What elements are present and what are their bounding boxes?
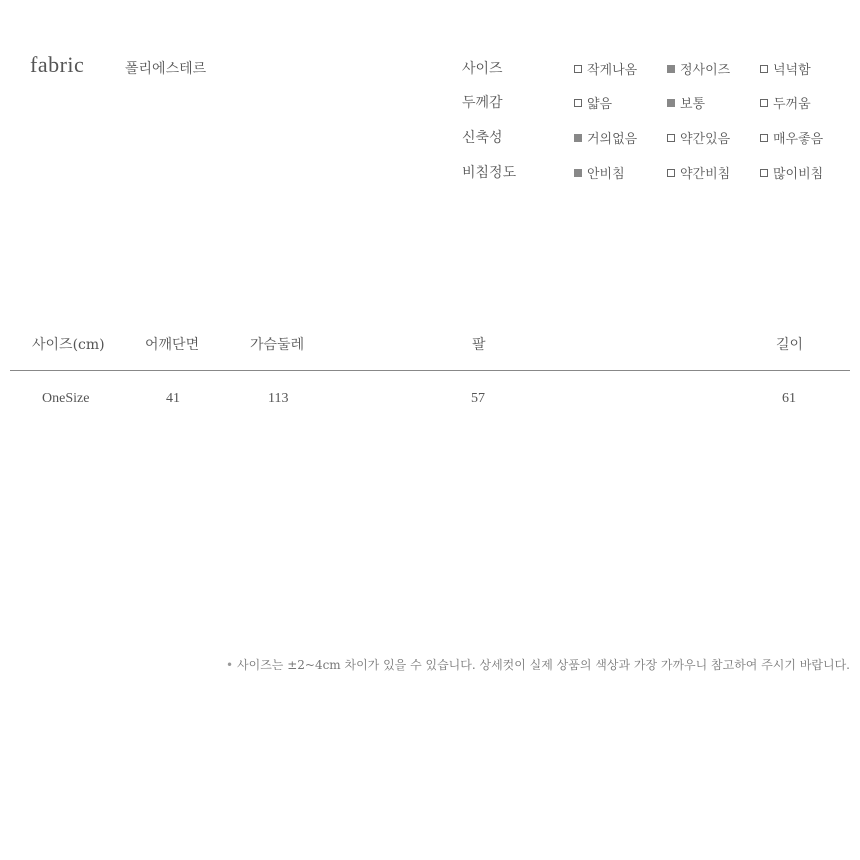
checkbox-icon [574, 134, 582, 142]
table-header-shoulder: 어깨단면 [145, 337, 200, 353]
checkbox-icon [760, 65, 768, 73]
option-label: 얇음 [587, 97, 613, 112]
option-item [667, 93, 705, 112]
option-item [760, 93, 811, 112]
checkbox-icon [760, 99, 768, 107]
fabric-label: fabric [30, 52, 85, 77]
table-header-length: 길이 [776, 337, 804, 353]
option-item [667, 128, 730, 147]
option-item [667, 59, 730, 78]
option-item [667, 163, 730, 182]
option-label: 거의없음 [587, 132, 638, 147]
table-cell-length: 61 [782, 391, 796, 406]
checkbox-icon [760, 169, 768, 177]
property-row-stretch [462, 127, 852, 151]
option-item [574, 93, 612, 112]
option-item [760, 128, 823, 147]
checkbox-icon [574, 99, 582, 107]
checkbox-icon [667, 65, 675, 73]
option-label: 두꺼움 [773, 97, 811, 112]
bullet-icon: • [225, 658, 234, 672]
option-item [574, 128, 637, 147]
option-label: 작게나옴 [587, 63, 638, 78]
checkbox-icon [574, 65, 582, 73]
option-label: 정사이즈 [680, 63, 731, 78]
checkbox-icon [760, 134, 768, 142]
table-cell-shoulder: 41 [166, 391, 180, 406]
option-label: 많이비침 [773, 167, 824, 182]
checkbox-icon [574, 169, 582, 177]
property-name: 두께감 [462, 95, 503, 111]
option-label: 안비침 [587, 167, 625, 182]
property-row-sheerness [462, 162, 852, 186]
option-label: 보통 [680, 97, 706, 112]
note-text: 사이즈는 ±2~4cm 차이가 있을 수 있습니다. 상세컷이 실제 상품의 색상과 가장 가까우니 참고하여 주시기 바랍니다. [237, 658, 850, 672]
option-item [760, 59, 811, 78]
option-label: 약간있음 [680, 132, 731, 147]
property-row-thickness [462, 92, 852, 116]
table-header-size: 사이즈(cm) [32, 337, 105, 353]
table-cell-chest: 113 [268, 391, 289, 406]
option-label: 약간비침 [680, 167, 731, 182]
property-name: 비침정도 [462, 165, 517, 181]
checkbox-icon [667, 99, 675, 107]
property-row-size [462, 58, 852, 82]
size-note [226, 656, 850, 673]
checkbox-icon [667, 134, 675, 142]
option-label: 매우좋음 [773, 132, 824, 147]
table-cell-sleeve: 57 [471, 391, 485, 406]
table-header-sleeve: 팔 [472, 337, 486, 353]
checkbox-icon [667, 169, 675, 177]
option-item [760, 163, 823, 182]
table-cell-size: OneSize [42, 391, 90, 406]
table-header-chest: 가슴둘레 [250, 337, 305, 353]
property-name: 신축성 [462, 130, 503, 146]
option-label: 넉넉함 [773, 63, 811, 78]
fabric-value: 폴리에스테르 [125, 61, 207, 77]
option-item [574, 163, 625, 182]
property-name: 사이즈 [462, 61, 503, 77]
option-item [574, 59, 637, 78]
table-divider [10, 370, 850, 371]
